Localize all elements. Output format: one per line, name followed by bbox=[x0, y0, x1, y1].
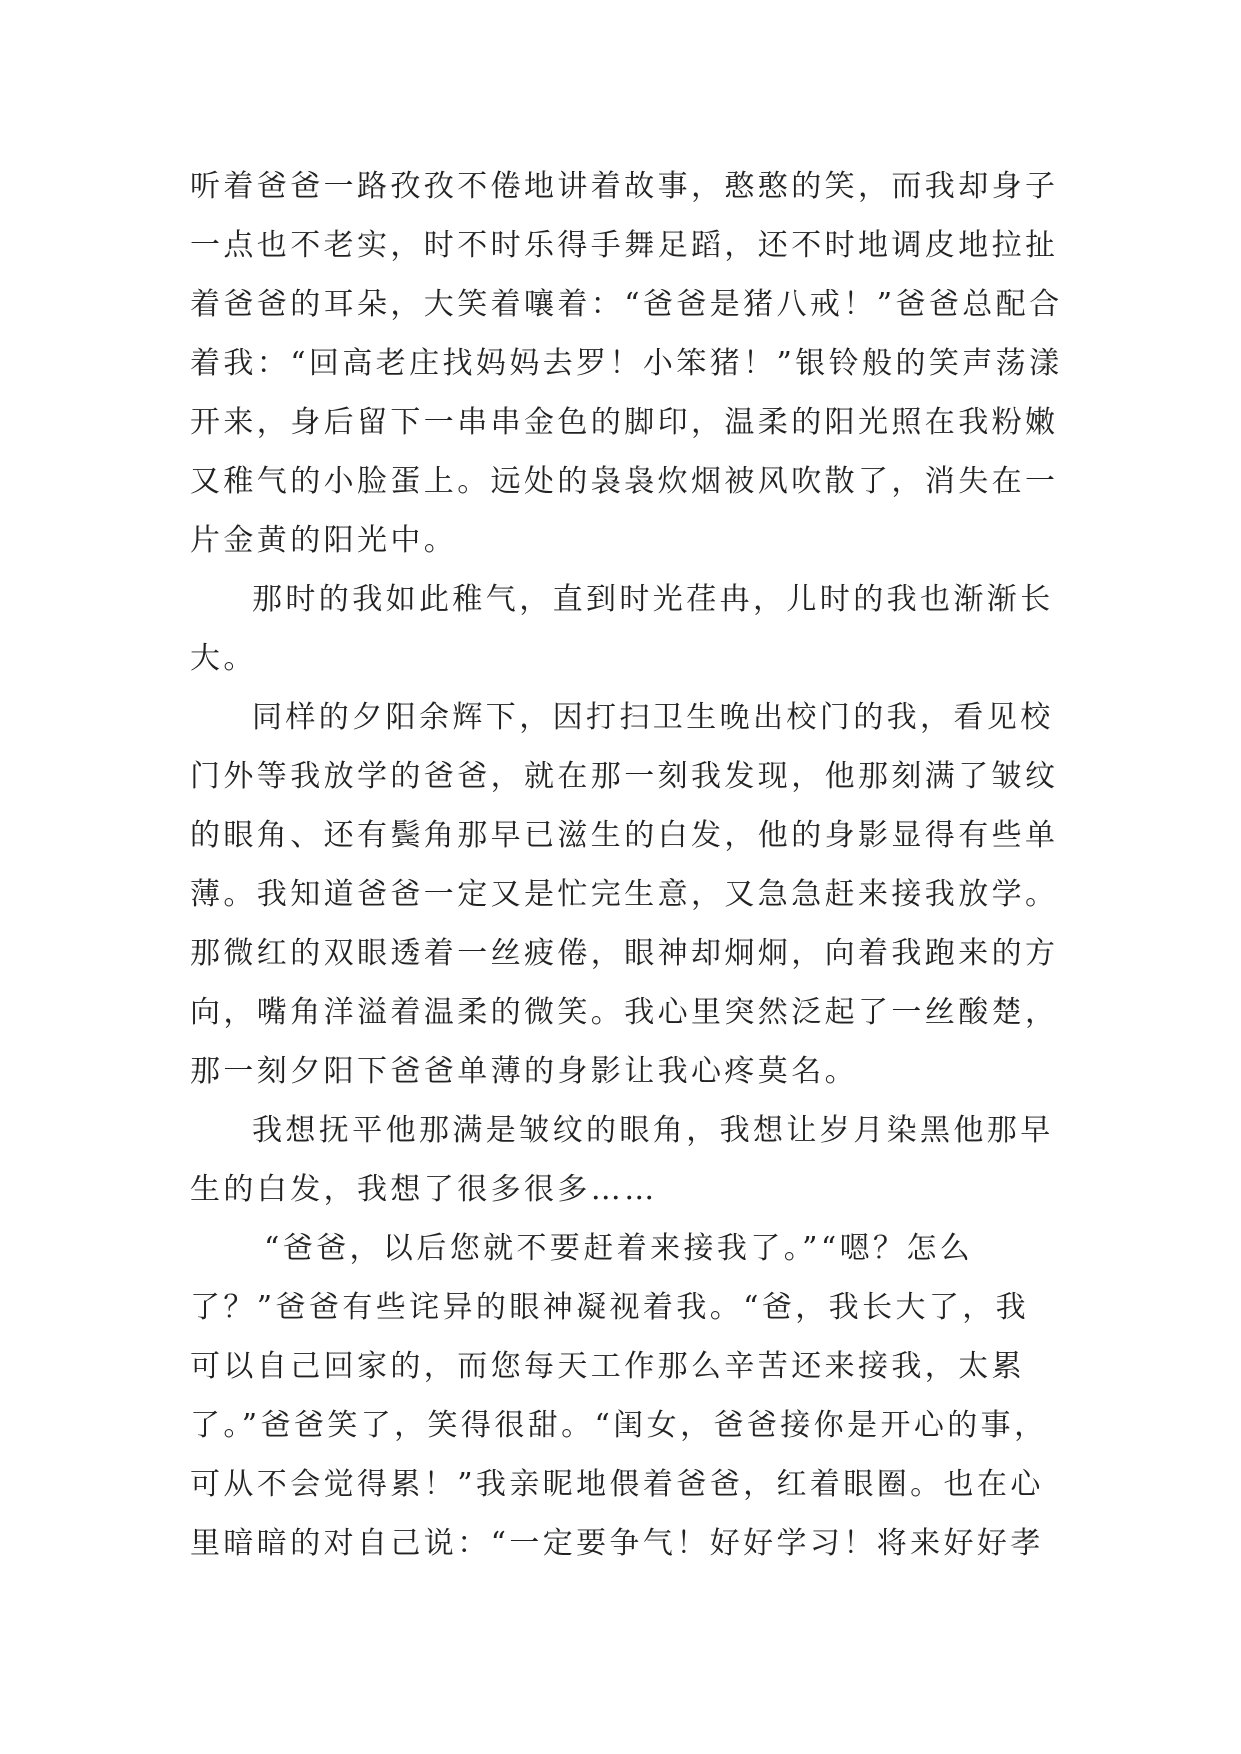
paragraph-first-line: 那时的我如此稚气，直到时光荏冉，儿时的我也渐渐长 bbox=[252, 582, 1054, 617]
text-line: 了？”爸爸有些诧异的眼神凝视着我。“爸，我长大了，我 bbox=[190, 1290, 1030, 1325]
text-line: 可从不会觉得累！”我亲昵地偎着爸爸，红着眼圈。也在心 bbox=[190, 1467, 1044, 1502]
paragraph-first-line: 我想抚平他那满是皱纹的眼角，我想让岁月染黑他那早 bbox=[252, 1113, 1054, 1148]
text-line: 那一刻夕阳下爸爸单薄的身影让我心疼莫名。 bbox=[190, 1054, 858, 1089]
text-line: 听着爸爸一路孜孜不倦地讲着故事，憨憨的笑，而我却身子 bbox=[190, 169, 1059, 204]
text-line: 着我：“回高老庄找妈妈去罗！小笨猪！”银铃般的笑声荡漾 bbox=[190, 346, 1063, 381]
paragraph-first-line: “爸爸，以后您就不要赶着来接我了。”“嗯？怎么 bbox=[264, 1231, 974, 1266]
text-line: 可以自己回家的，而您每天工作那么辛苦还来接我，太累 bbox=[190, 1349, 1025, 1384]
text-line: 那微红的双眼透着一丝疲倦，眼神却炯炯，向着我跑来的方 bbox=[190, 936, 1059, 971]
text-line: 的眼角、还有鬓角那早已滋生的白发，他的身影显得有些单 bbox=[190, 818, 1059, 853]
text-line: 薄。我知道爸爸一定又是忙完生意，又急急赶来接我放学。 bbox=[190, 877, 1059, 912]
text-line: 片金黄的阳光中。 bbox=[190, 523, 458, 558]
text-line: 开来，身后留下一串串金色的脚印，温柔的阳光照在我粉嫩 bbox=[190, 405, 1059, 440]
text-line: 又稚气的小脸蛋上。远处的袅袅炊烟被风吹散了，消失在一 bbox=[190, 464, 1059, 499]
text-line: 着爸爸的耳朵，大笑着嚷着：“爸爸是猪八戒！”爸爸总配合 bbox=[190, 287, 1063, 322]
text-line: 门外等我放学的爸爸，就在那一刻我发现，他那刻满了皱纹 bbox=[190, 759, 1059, 794]
text-line: 向，嘴角洋溢着温柔的微笑。我心里突然泛起了一丝酸楚， bbox=[190, 995, 1059, 1030]
text-line: 生的白发，我想了很多很多…… bbox=[190, 1172, 658, 1207]
text-line: 大。 bbox=[190, 641, 257, 676]
paragraph-first-line: 同样的夕阳余辉下，因打扫卫生晚出校门的我，看见校 bbox=[252, 700, 1054, 735]
text-line: 了。”爸爸笑了，笑得很甜。“闺女，爸爸接你是开心的事， bbox=[190, 1408, 1048, 1443]
body-text bbox=[190, 157, 1063, 1573]
text-line: 里暗暗的对自己说：“一定要争气！好好学习！将来好好孝 bbox=[190, 1526, 1044, 1561]
text-line: 一点也不老实，时不时乐得手舞足蹈，还不时地调皮地拉扯 bbox=[190, 228, 1059, 263]
